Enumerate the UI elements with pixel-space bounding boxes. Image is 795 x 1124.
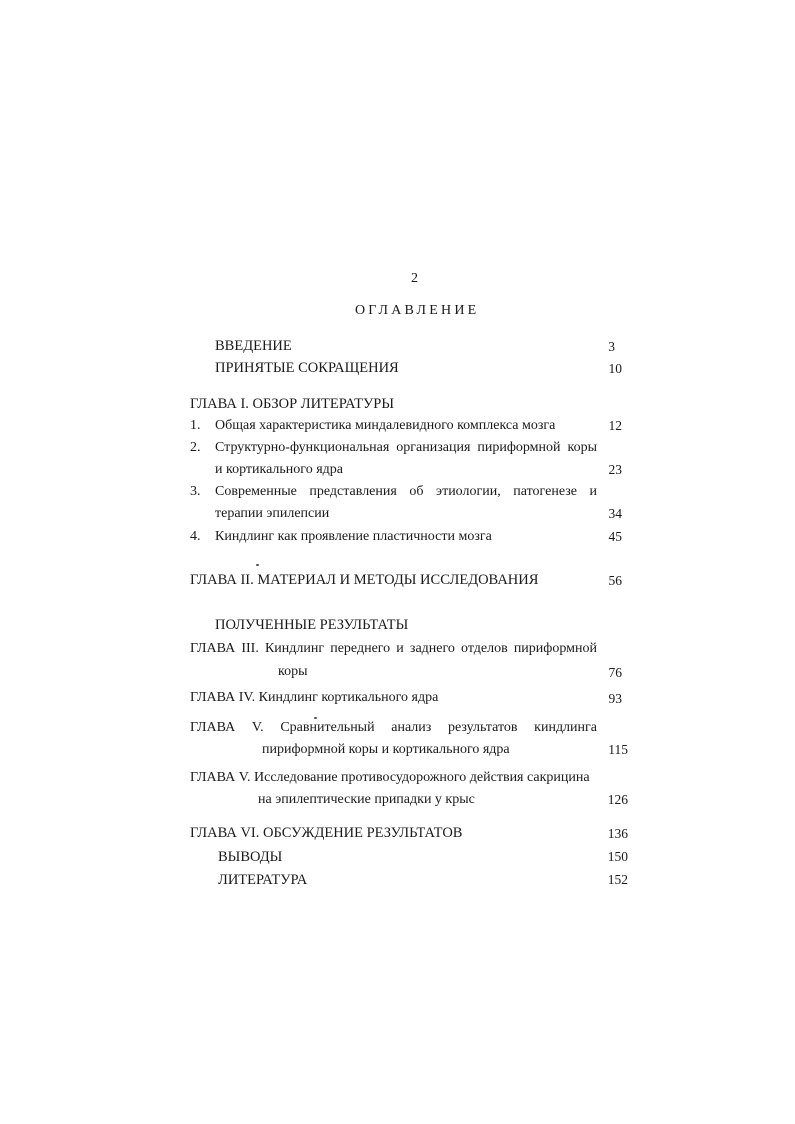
toc-entry-conclusions-title: ВЫВОДЫ xyxy=(218,849,283,865)
toc-ch1-item-2-text-line1: Структурно-функциональная организация пириформной коры xyxy=(215,440,597,455)
toc-ch1-item-4-page: 45 xyxy=(608,529,622,544)
toc-chapter-1-title: ГЛАВА I. ОБЗОР ЛИТЕРАТУРЫ xyxy=(190,396,395,412)
toc-chapter-5b-page: 126 xyxy=(607,792,628,807)
toc-ch1-item-2-page: 23 xyxy=(608,462,622,477)
toc-chapter-2-page: 56 xyxy=(608,573,622,588)
toc-chapter-5a-line1: ГЛАВА V. Сравнительный анализ результатов киндлинга xyxy=(190,720,597,735)
toc-entry-abbr-page: 10 xyxy=(608,361,622,376)
toc-ch1-item-1-page: 12 xyxy=(608,418,622,433)
toc-entry-abbr-title: ПРИНЯТЫЕ СОКРАЩЕНИЯ xyxy=(215,360,399,376)
toc-ch1-item-1-number: 1. xyxy=(190,418,201,433)
toc-entry-intro-page: 3 xyxy=(608,339,615,354)
toc-chapter-5a-line2: пириформной коры и кортикального ядра xyxy=(262,742,510,757)
scan-speck xyxy=(314,717,317,719)
page-number: 2 xyxy=(411,271,418,286)
toc-chapter-3-line2: коры xyxy=(278,664,308,679)
toc-ch1-item-1-text: Общая характеристика миндалевидного комплекса мозга xyxy=(215,418,556,433)
toc-ch1-item-3-text-line2: терапии эпилепсии xyxy=(215,506,330,521)
toc-section-results-title: ПОЛУЧЕННЫЕ РЕЗУЛЬТАТЫ xyxy=(215,617,409,633)
toc-chapter-6-title: ГЛАВА VI. ОБСУЖДЕНИЕ РЕЗУЛЬТАТОВ xyxy=(190,825,463,841)
scan-speck xyxy=(256,564,259,566)
toc-chapter-5b-line1: ГЛАВА V. Исследование противосудорожного действия сакрицина xyxy=(190,770,590,785)
toc-ch1-item-3-number: 3. xyxy=(190,484,201,499)
toc-chapter-3-page: 76 xyxy=(608,665,622,680)
toc-chapter-4-line1: ГЛАВА IV. Киндлинг кортикального ядра xyxy=(190,690,439,705)
toc-ch1-item-3-page: 34 xyxy=(608,506,622,521)
toc-chapter-2-title: ГЛАВА II. МАТЕРИАЛ И МЕТОДЫ ИССЛЕДОВАНИЯ xyxy=(190,572,539,588)
toc-entry-literature-page: 152 xyxy=(607,872,628,887)
toc-ch1-item-3-text-line1: Современные представления об этиологии, патогенезе и xyxy=(215,484,597,499)
toc-heading: ОГЛАВЛЕНИЕ xyxy=(355,303,480,318)
toc-chapter-6-page: 136 xyxy=(607,826,628,841)
toc-entry-intro-title: ВВЕДЕНИЕ xyxy=(215,338,292,354)
toc-chapter-5a-page: 115 xyxy=(608,742,628,757)
toc-chapter-3-line1: ГЛАВА III. Киндлинг переднего и заднего отделов пириформной xyxy=(190,641,597,656)
toc-chapter-4-page: 93 xyxy=(608,691,622,706)
toc-ch1-item-2-number: 2. xyxy=(190,440,201,455)
toc-entry-literature-title: ЛИТЕРАТУРА xyxy=(218,872,308,888)
toc-chapter-5b-line2: на эпилептические припадки у крыс xyxy=(258,792,475,807)
toc-ch1-item-4-text: Киндлинг как проявление пластичности мозга xyxy=(215,529,492,544)
toc-entry-conclusions-page: 150 xyxy=(607,849,628,864)
toc-ch1-item-2-text-line2: и кортикального ядра xyxy=(215,462,343,477)
toc-ch1-item-4-number: 4. xyxy=(190,529,201,544)
